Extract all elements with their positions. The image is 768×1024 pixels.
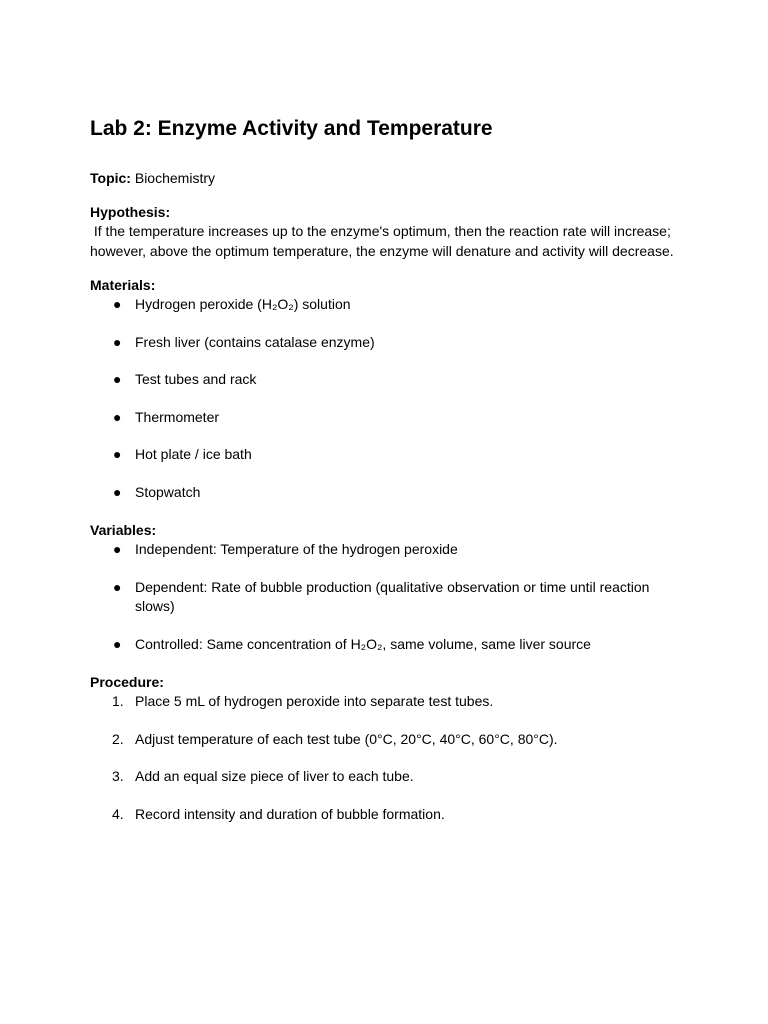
bullet-icon: ● xyxy=(113,446,122,462)
list-item: ● Hot plate / ice bath xyxy=(90,445,680,465)
hypothesis-label: Hypothesis: xyxy=(90,204,171,220)
bullet-icon: ● xyxy=(113,541,122,557)
materials-section xyxy=(90,275,680,502)
list-item: 2. Adjust temperature of each test tube (0°C, 20°C, 40°C, 60°C, 80°C). xyxy=(90,730,680,750)
topic-label: Topic: xyxy=(90,170,131,186)
variables-section xyxy=(90,520,680,654)
bullet-icon: ● xyxy=(113,635,122,652)
bullet-icon: ● xyxy=(113,296,122,312)
variables-label: Variables: xyxy=(90,522,157,538)
document-title: Lab 2: Enzyme Activity and Temperature xyxy=(90,117,493,140)
list-item: ● Controlled: Same concentration of H₂O₂, same volume, same liver source xyxy=(90,635,680,655)
list-item: ● Fresh liver (contains catalase enzyme) xyxy=(90,333,680,353)
list-item: ● Stopwatch xyxy=(90,483,680,503)
bullet-icon: ● xyxy=(113,578,122,595)
bullet-icon: ● xyxy=(113,408,122,425)
procedure-label: Procedure: xyxy=(90,674,164,690)
list-item: ● Hydrogen peroxide (H₂O₂) solution xyxy=(90,295,680,315)
list-item: ● Independent: Temperature of the hydrogen peroxide xyxy=(90,540,680,560)
bullet-icon: ● xyxy=(113,333,122,350)
list-item: ● Thermometer xyxy=(90,408,680,428)
topic-value: Biochemistry xyxy=(130,170,215,186)
bullet-icon: ● xyxy=(113,371,122,387)
procedure-list xyxy=(90,692,680,824)
materials-list xyxy=(90,295,680,502)
list-item: 3. Add an equal size piece of liver to each tube. xyxy=(90,767,680,787)
step-number: 4. xyxy=(112,805,124,822)
document-content xyxy=(90,114,680,842)
list-item: ● Test tubes and rack xyxy=(90,370,680,390)
step-number: 2. xyxy=(112,730,124,747)
procedure-section xyxy=(90,672,680,824)
list-item: 4. Record intensity and duration of bubble formation. xyxy=(90,805,680,825)
materials-label: Materials: xyxy=(90,277,156,293)
hypothesis-section xyxy=(90,202,680,261)
topic-line xyxy=(90,168,680,188)
hypothesis-text: If the temperature increases up to the enzyme's optimum, then the reaction rate will increase; however, above the optimum temperature, the enzyme will denature and activity will decrease. xyxy=(90,223,675,259)
step-number: 1. xyxy=(112,693,124,709)
list-item: ● Dependent: Rate of bubble production (qualitative observation or time until reaction slows) xyxy=(113,578,650,614)
step-number: 3. xyxy=(112,768,124,784)
list-item: 1. Place 5 mL of hydrogen peroxide into separate test tubes. xyxy=(90,692,680,712)
bullet-icon: ● xyxy=(113,483,122,500)
variables-list xyxy=(90,540,680,654)
